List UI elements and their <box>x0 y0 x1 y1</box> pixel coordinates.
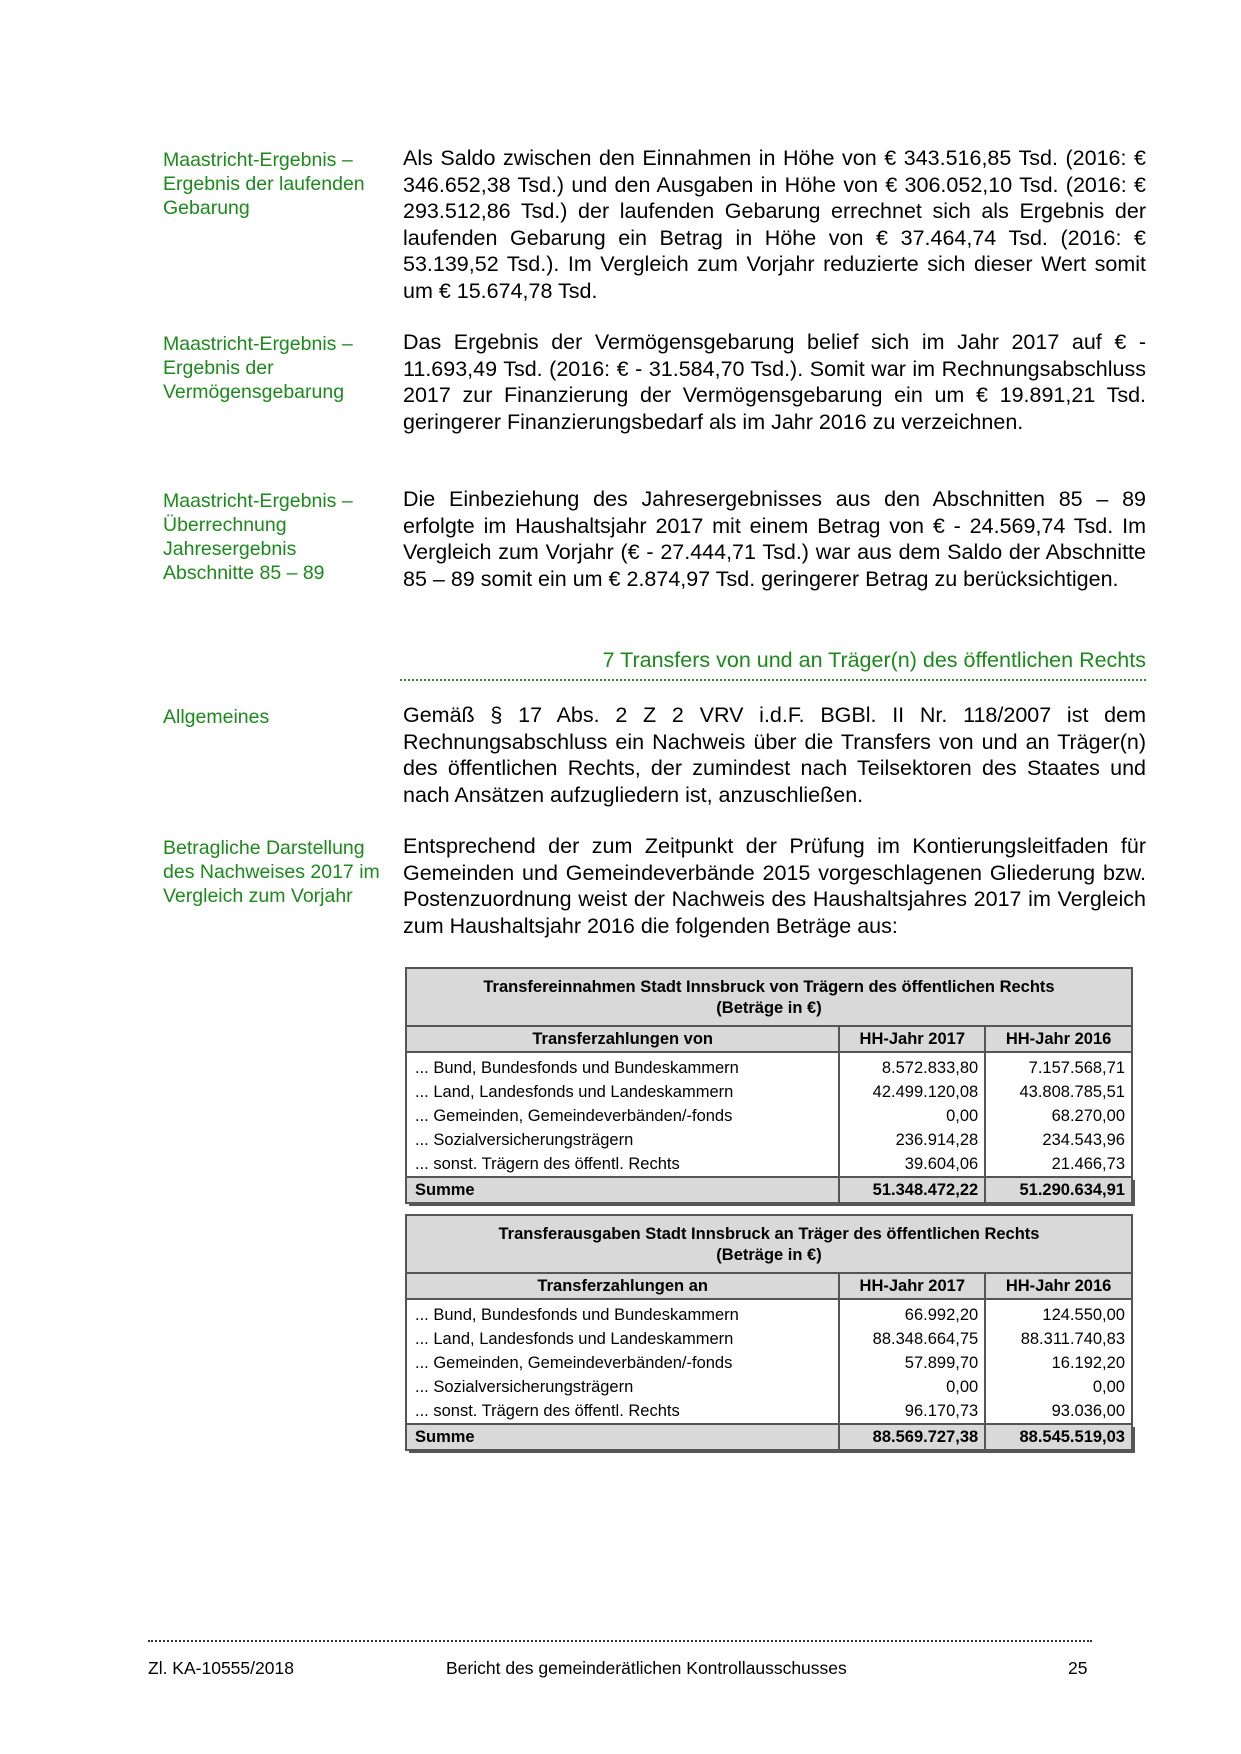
row-label: ... Bund, Bundesfonds und Bundeskammern <box>406 1052 839 1080</box>
value-2017: 96.170,73 <box>839 1399 985 1424</box>
value-2016: 88.311.740,83 <box>985 1327 1132 1351</box>
table-subtitle-text: (Beträge in €) <box>716 999 822 1017</box>
paragraph-betragliche-darstellung: Entsprechend der zum Zeitpunkt der Prüfung im Kontierungsleitfaden für Gemeinden und Gemeindeverbände 2015 vorgeschlagenen Gliederung bzw. Postenzuordnung weist der Nachweis des Haushaltsjahres 2017 im Vergleich zum Haushaltsjahr 2016 die folgenden Beträge aus: <box>403 834 1146 938</box>
table-row <box>406 1351 1132 1375</box>
sum-row <box>406 1424 1132 1450</box>
value-2017: 236.914,28 <box>839 1128 985 1152</box>
row-label: ... Gemeinden, Gemeindeverbänden/-fonds <box>406 1104 839 1128</box>
sum-label: Summe <box>406 1424 839 1450</box>
value-2017: 0,00 <box>839 1375 985 1399</box>
value-2017: 8.572.833,80 <box>839 1052 985 1080</box>
table-transfereinnahmen <box>405 967 1133 1204</box>
column-header: HH-Jahr 2016 <box>985 1026 1132 1052</box>
row-label: ... Sozialversicherungsträgern <box>406 1375 839 1399</box>
table-row <box>406 1080 1132 1104</box>
table-title <box>405 967 1133 1025</box>
footer-report-title: Bericht des gemeinderätlichen Kontrollausschusses <box>446 1658 847 1678</box>
row-label: ... Land, Landesfonds und Landeskammern <box>406 1080 839 1104</box>
value-2017: 57.899,70 <box>839 1351 985 1375</box>
sum-2017: 88.569.727,38 <box>839 1424 985 1450</box>
table-row <box>406 1128 1132 1152</box>
value-2017: 42.499.120,08 <box>839 1080 985 1104</box>
row-label: ... Bund, Bundesfonds und Bundeskammern <box>406 1299 839 1327</box>
table-row <box>406 1104 1132 1128</box>
table-grid <box>405 1272 1133 1451</box>
table-subtitle-text: (Beträge in €) <box>716 1246 822 1264</box>
value-2016: 21.466,73 <box>985 1152 1132 1177</box>
value-2016: 0,00 <box>985 1375 1132 1399</box>
paragraph-jahresergebnis: Die Einbeziehung des Jahresergebnisses aus den Abschnitten 85 – 89 erfolgte im Haushaltsjahr 2017 mit einem Betrag von € - 24.569,74 Tsd. Im Vergleich zum Vorjahr (€ - 27.444,71 Tsd.) war aus dem Saldo der Abschnitte 85 – 89 somit ein um € 2.874,97 Tsd. geringerer Betrag zu berücksichtigen. <box>403 487 1146 591</box>
paragraph-allgemeines: Gemäß § 17 Abs. 2 Z 2 VRV i.d.F. BGBl. II Nr. 118/2007 ist dem Rechnungsabschluss ein Nachweis über die Transfers von und an Träger(n) des öffentlichen Rechts, der zumindest nach Teilsektoren des Staates und nach Ansätzen aufzugliedern ist, anzuschließen. <box>403 703 1146 807</box>
row-label: ... Gemeinden, Gemeindeverbänden/-fonds <box>406 1351 839 1375</box>
column-header: Transferzahlungen an <box>406 1273 839 1299</box>
value-2016: 234.543,96 <box>985 1128 1132 1152</box>
table-transferausgaben <box>405 1214 1133 1451</box>
column-header: Transferzahlungen von <box>406 1026 839 1052</box>
margin-label-laufende-gebarung: Maastricht-Ergebnis – Ergebnis der laufenden Gebarung <box>163 149 365 219</box>
column-header: HH-Jahr 2016 <box>985 1273 1132 1299</box>
row-label: ... Land, Landesfonds und Landeskammern <box>406 1327 839 1351</box>
table-title <box>405 1214 1133 1272</box>
value-2017: 88.348.664,75 <box>839 1327 985 1351</box>
page-number: 25 <box>1068 1658 1088 1678</box>
value-2016: 43.808.785,51 <box>985 1080 1132 1104</box>
margin-label-betragliche-darstellung: Betragliche Darstellung des Nachweises 2017 im Vergleich zum Vorjahr <box>163 837 380 907</box>
table-row <box>406 1052 1132 1080</box>
sum-2017: 51.348.472,22 <box>839 1177 985 1203</box>
row-label: ... sonst. Trägern des öffentl. Rechts <box>406 1152 839 1177</box>
column-header: HH-Jahr 2017 <box>839 1026 985 1052</box>
table-grid <box>405 1025 1133 1204</box>
value-2016: 93.036,00 <box>985 1399 1132 1424</box>
value-2016: 68.270,00 <box>985 1104 1132 1128</box>
table-row <box>406 1152 1132 1177</box>
value-2017: 0,00 <box>839 1104 985 1128</box>
value-2016: 7.157.568,71 <box>985 1052 1132 1080</box>
section-heading: 7 Transfers von und an Träger(n) des öffentlichen Rechts <box>400 645 1146 681</box>
value-2017: 66.992,20 <box>839 1299 985 1327</box>
value-2016: 124.550,00 <box>985 1299 1132 1327</box>
margin-label-allgemeines: Allgemeines <box>163 706 270 728</box>
table-row <box>406 1299 1132 1327</box>
footer-divider <box>148 1640 1092 1642</box>
paragraph-vermoegensgebarung: Das Ergebnis der Vermögensgebarung belief sich im Jahr 2017 auf € - 11.693,49 Tsd. (2016: € - 31.584,70 Tsd.). Somit war im Rechnungsabschluss 2017 zur Finanzierung der Vermögensgebarung ein um € 19.891,21 Tsd. geringerer Finanzierungsbedarf als im Jahr 2016 zu verzeichnen. <box>403 330 1146 434</box>
value-2016: 16.192,20 <box>985 1351 1132 1375</box>
sum-2016: 51.290.634,91 <box>985 1177 1132 1203</box>
table-row <box>406 1327 1132 1351</box>
sum-2016: 88.545.519,03 <box>985 1424 1132 1450</box>
table-title-text: Transfereinnahmen Stadt Innsbruck von Trägern des öffentlichen Rechts <box>483 978 1055 996</box>
paragraph-laufende-gebarung: Als Saldo zwischen den Einnahmen in Höhe von € 343.516,85 Tsd. (2016: € 346.652,38 Tsd.) und den Ausgaben in Höhe von € 306.052,10 Tsd. (2016: € 293.512,86 Tsd.) der laufenden Gebarung errechnet sich als Ergebnis der laufenden Gebarung ein Betrag in Höhe von € 37.464,74 Tsd. (2016: € 53.139,52 Tsd.). Im Vergleich zum Vorjahr reduzierte sich dieser Wert somit um € 15.674,78 Tsd. <box>403 146 1146 303</box>
table-title-text: Transferausgaben Stadt Innsbruck an Träger des öffentlichen Rechts <box>498 1225 1040 1243</box>
table-row <box>406 1399 1132 1424</box>
row-label: ... Sozialversicherungsträgern <box>406 1128 839 1152</box>
sum-label: Summe <box>406 1177 839 1203</box>
footer-document-number: Zl. KA-10555/2018 <box>148 1658 294 1678</box>
margin-label-jahresergebnis: Maastricht-Ergebnis – Überrechnung Jahresergebnis Abschnitte 85 – 89 <box>163 490 353 584</box>
value-2017: 39.604,06 <box>839 1152 985 1177</box>
row-label: ... sonst. Trägern des öffentl. Rechts <box>406 1399 839 1424</box>
column-header: HH-Jahr 2017 <box>839 1273 985 1299</box>
sum-row <box>406 1177 1132 1203</box>
table-row <box>406 1375 1132 1399</box>
margin-label-vermoegensgebarung: Maastricht-Ergebnis – Ergebnis der Vermögensgebarung <box>163 333 353 403</box>
